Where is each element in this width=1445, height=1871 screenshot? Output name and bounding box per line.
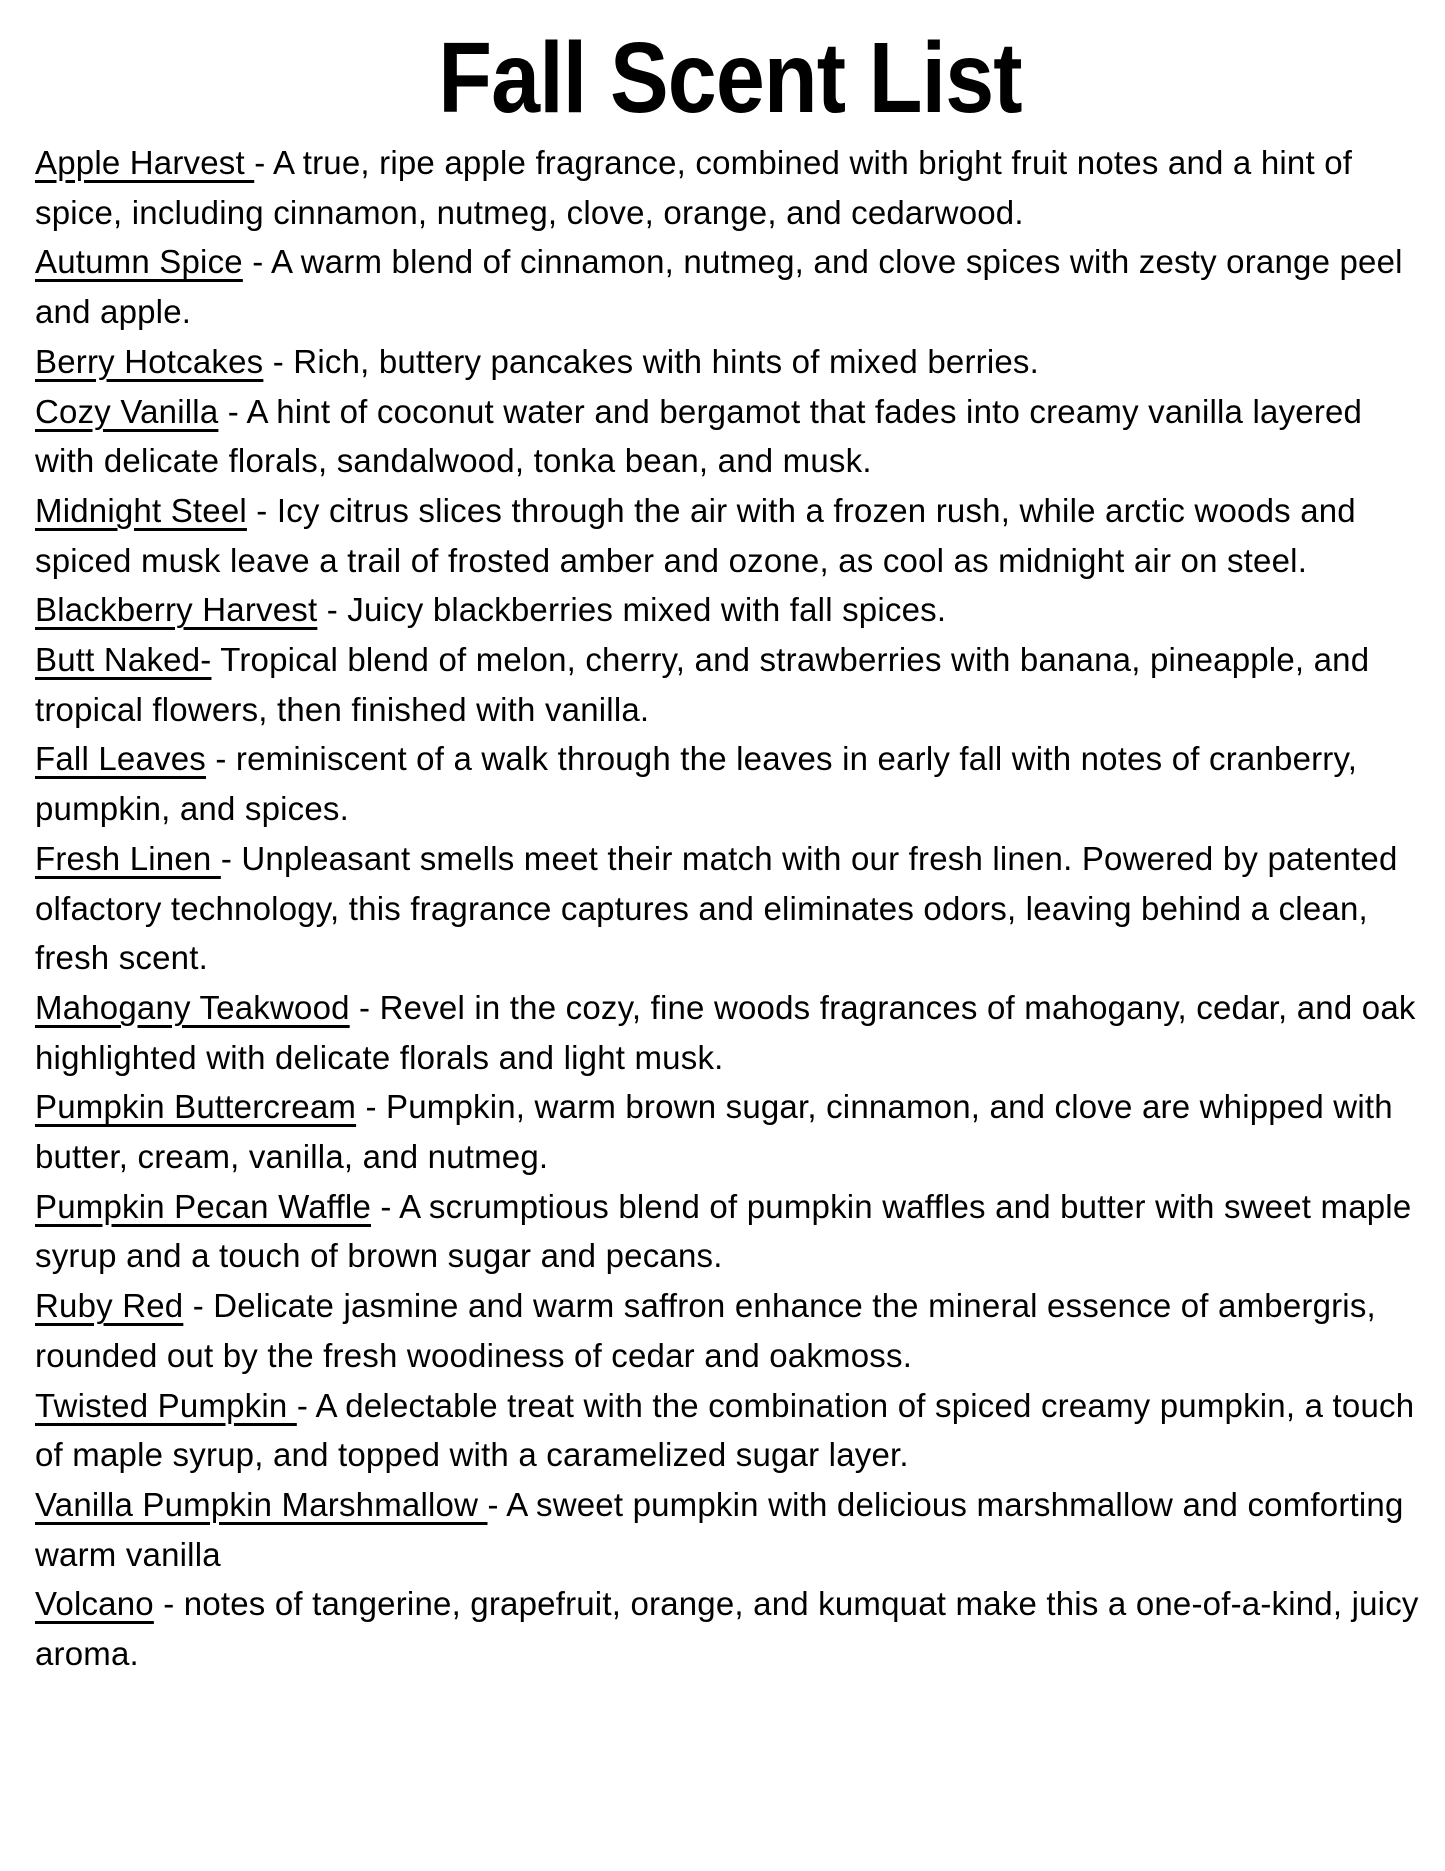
scent-name: Volcano — [35, 1585, 154, 1623]
scent-description: - A scrumptious blend of pumpkin waffles and butter with sweet maple syrup and a touch of brown sugar and pecans. — [35, 1187, 1421, 1275]
scent-name: Autumn Spice — [35, 243, 243, 281]
scent-entry — [35, 734, 1425, 833]
scent-name: Twisted Pumpkin — [35, 1386, 297, 1424]
scent-name: Fall Leaves — [35, 740, 206, 778]
scent-entry — [35, 486, 1425, 585]
scent-description: - Delicate jasmine and warm saffron enhance the mineral essence of ambergris, rounded out by the fresh woodiness of cedar and oakmoss. — [35, 1287, 1386, 1374]
scent-description: - A sweet pumpkin with delicious marshmallow and comforting warm vanilla — [35, 1485, 1413, 1573]
scent-entry — [35, 1281, 1425, 1380]
scent-entry — [35, 138, 1425, 237]
scent-entry — [35, 585, 1425, 635]
scent-description: - A true, ripe apple fragrance, combined with bright fruit notes and a hint of spice, including cinnamon, nutmeg, clove, orange, and cedarwood. — [35, 144, 1362, 231]
scent-description: - Icy citrus slices through the air with a frozen rush, while arctic woods and spiced musk leave a trail of frosted amber and ozone, as cool as midnight air on steel. — [35, 491, 1366, 579]
scent-name: Butt Naked- — [35, 641, 212, 679]
scent-entry — [35, 1182, 1425, 1281]
scent-name: Blackberry Harvest — [35, 591, 318, 629]
scent-name: Pumpkin Buttercream — [35, 1088, 357, 1126]
scent-entry — [35, 635, 1425, 734]
page-title: Fall Scent List — [438, 22, 1022, 134]
scent-description: - Unpleasant smells meet their match with our fresh linen. Powered by patented olfactory technology, this fragrance captures and eliminates odors, leaving behind a clean, fresh scent. — [35, 839, 1407, 977]
scent-name: Pumpkin Pecan Waffle — [35, 1187, 371, 1225]
scent-name: Ruby Red — [35, 1287, 184, 1325]
scent-description: - reminiscent of a walk through the leaves in early fall with notes of cranberry, pumpkin, and spices. — [35, 740, 1367, 828]
scent-description: - Juicy blackberries mixed with fall spices. — [317, 591, 947, 629]
scent-description: Tropical blend of melon, cherry, and strawberries with banana, pineapple, and tropical flowers, then finished with vanilla. — [35, 641, 1379, 728]
scent-entry — [35, 1480, 1425, 1579]
scent-entry — [35, 1082, 1425, 1181]
scent-description: - A delectable treat with the combination of spiced creamy pumpkin, a touch of maple syrup, and topped with a caramelized sugar layer. — [35, 1386, 1424, 1474]
scent-description: - A warm blend of cinnamon, nutmeg, and clove spices with zesty orange peel and apple. — [35, 243, 1413, 331]
scent-list — [35, 138, 1428, 1679]
scent-entry — [35, 834, 1425, 983]
scent-entry — [35, 237, 1425, 336]
scent-description: - Pumpkin, warm brown sugar, cinnamon, and clove are whipped with butter, cream, vanilla, and nutmeg. — [35, 1088, 1403, 1176]
scent-name: Berry Hotcakes — [35, 342, 264, 380]
scent-name: Cozy Vanilla — [35, 392, 219, 430]
scent-entry — [35, 983, 1425, 1082]
scent-name: Mahogany Teakwood — [35, 988, 350, 1026]
scent-entry — [35, 387, 1425, 486]
scent-description: - Revel in the cozy, fine woods fragrances of mahogany, cedar, and oak highlighted with delicate florals and light musk. — [35, 988, 1425, 1076]
scent-entry — [35, 1381, 1425, 1480]
scent-entry — [35, 1579, 1428, 1678]
scent-name: Fresh Linen — [35, 839, 221, 877]
scent-name: Apple Harvest — [35, 144, 255, 181]
scent-name: Vanilla Pumpkin Marshmallow — [35, 1485, 488, 1523]
scent-description: - Rich, buttery pancakes with hints of mixed berries. — [263, 342, 1039, 380]
scent-entry — [35, 337, 1425, 387]
scent-description: - A hint of coconut water and bergamot that fades into creamy vanilla layered with delicate florals, sandalwood, tonka bean, and musk. — [35, 392, 1372, 480]
scent-description: - notes of tangerine, grapefruit, orange, and kumquat make this a one-of-a-kind, juicy aroma. — [35, 1585, 1428, 1673]
scent-name: Midnight Steel — [35, 491, 247, 529]
